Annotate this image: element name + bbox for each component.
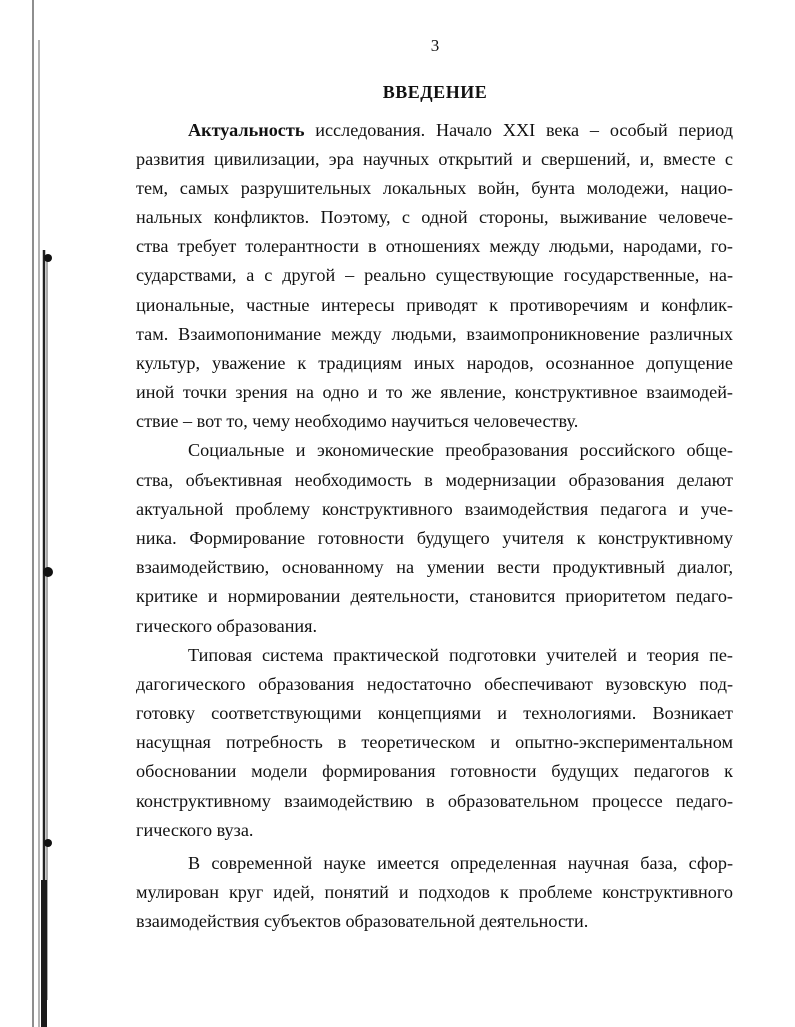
page-number: 3 [430, 36, 440, 55]
text-line: взаимодействия субъектов образовательной деятельности. [136, 911, 589, 931]
text-line: ника. Формирование готовности будущего учителя к конструктивному [136, 528, 733, 548]
text-line: культур, уважение к традициям иных народов, осознанное допущение [136, 353, 733, 373]
text-line: развития цивилизации, эра научных открытий и свершений, и, вместе с [136, 149, 733, 169]
text-line: иной точки зрения на одно и то же явление, конструктивное взаимодей- [136, 382, 733, 402]
scan-binding-edge [0, 0, 60, 1027]
text-line: ства, объективная необходимость в модернизации образования делают [136, 470, 733, 490]
text-line: обосновании модели формирования готовности будущих педагогов к [136, 761, 733, 781]
text-line: актуальной проблему конструктивного взаимодействия педагога и уче- [136, 499, 733, 519]
text-line: ства требует толерантности в отношениях между людьми, народами, го- [136, 236, 733, 256]
text-line: дагогического образования недостаточно обеспечивают вузовскую под- [136, 674, 733, 694]
text-line: Типовая система практической подготовки учителей и теория пе- [188, 645, 733, 665]
text-line: В современной науке имеется определенная научная база, сфор- [188, 853, 733, 873]
text-line: ствие – вот то, чему необходимо научиться человечеству. [136, 411, 579, 431]
text-line: тем, самых разрушительных локальных войн, бунта молодежи, нацио- [136, 178, 733, 198]
text-line: взаимодействию, основанному на умении вести продуктивный диалог, [136, 557, 733, 577]
lead-term: Актуальность [188, 120, 305, 140]
text-line: гического образования. [136, 616, 318, 636]
section-heading: ВВЕДЕНИЕ [382, 82, 488, 102]
text-line: там. Взаимопонимание между людьми, взаимопроникновение различных [136, 324, 733, 344]
text-line: нальных конфликтов. Поэтому, с одной стороны, выживание человече- [136, 207, 733, 227]
text-line: Актуальность исследования. Начало XXI века – особый период [188, 120, 733, 140]
text-line: конструктивному взаимодействию в образовательном процессе педаго- [136, 791, 733, 811]
text-line: Социальные и экономические преобразования российского обще- [188, 440, 733, 460]
text-line: критике и нормировании деятельности, становится приоритетом педаго- [136, 586, 733, 606]
text-line: готовку соответствующими концепциями и технологиями. Возникает [136, 703, 733, 723]
text-line: мулирован круг идей, понятий и подходов к проблеме конструктивного [136, 882, 733, 902]
text-line: насущная потребность в теоретическом и опытно-экспериментальном [136, 732, 733, 752]
text-line: сударствами, а с другой – реально существующие государственные, на- [136, 265, 733, 285]
text-line: циональные, частные интересы приводят к противоречиям и конфлик- [136, 295, 733, 315]
text-line: гического вуза. [136, 820, 254, 840]
